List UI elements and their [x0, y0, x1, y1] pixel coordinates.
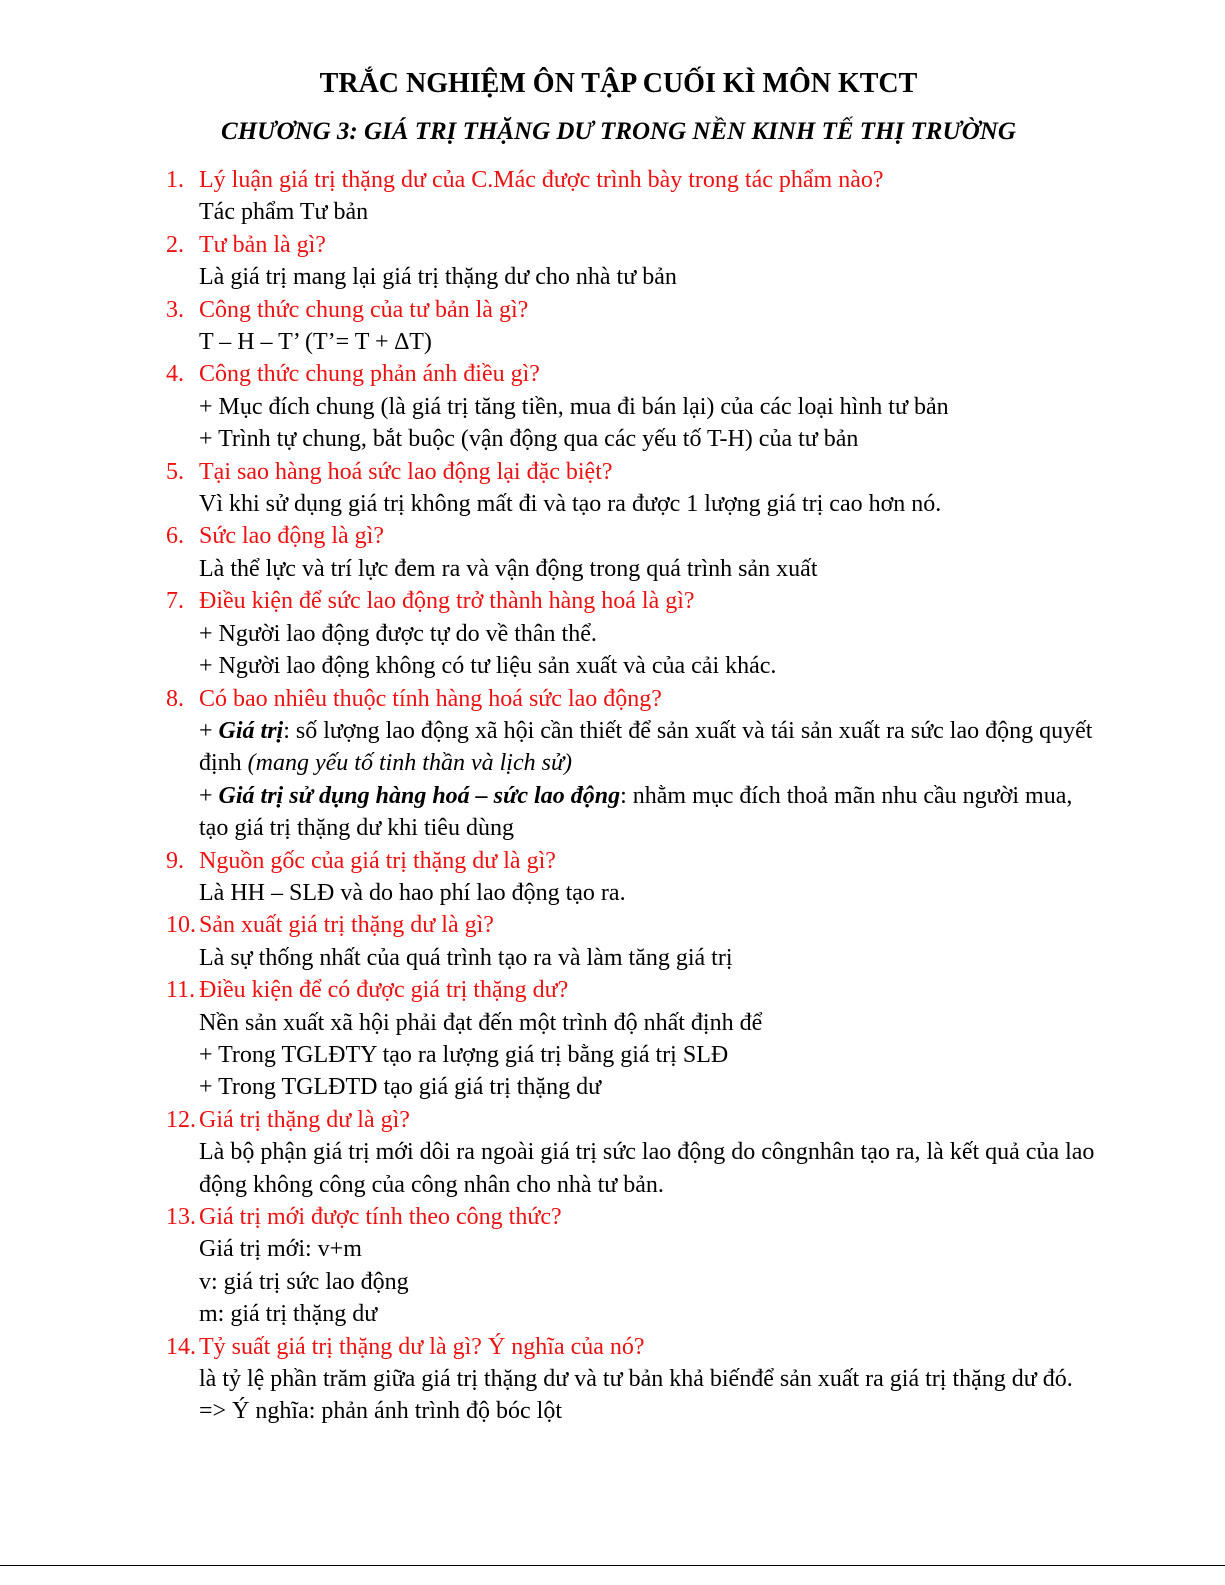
answer-line: + Mục đích chung (là giá trị tăng tiền, mua đi bán lại) của các loại hình tư bản	[199, 393, 949, 420]
list-item	[166, 683, 1106, 845]
answer-line: Nền sản xuất xã hội phải đạt đến một trình độ nhất định để	[199, 1009, 763, 1036]
question	[166, 164, 1106, 196]
question	[166, 229, 1106, 261]
italic-note: (mang yếu tố tinh thần và lịch sử)	[247, 750, 573, 777]
question	[166, 294, 1106, 326]
chapter-subtitle: CHƯƠNG 3: GIÁ TRỊ THẶNG DƯ TRONG NỀN KINH TẾ THỊ TRƯỜNG	[221, 118, 1016, 145]
answer-line: => Ý nghĩa: phản ánh trình độ bóc lột	[199, 1398, 563, 1425]
question	[166, 1201, 1106, 1233]
list-item	[166, 520, 1106, 585]
question-number: 9.	[166, 847, 184, 874]
question	[166, 585, 1106, 617]
answer	[166, 326, 1106, 358]
answer-line: Là giá trị mang lại giá trị thặng dư cho nhà tư bản	[199, 264, 677, 291]
list-item	[166, 1104, 1106, 1201]
answer-line: + Người lao động được tự do về thân thể.	[199, 620, 597, 647]
question-list	[166, 164, 1106, 1428]
answer-line: + Trong TGLĐTD tạo giá giá trị thặng dư	[199, 1074, 602, 1101]
list-item	[166, 1201, 1106, 1331]
answer-line: m: giá trị thặng dư	[199, 1301, 378, 1328]
document-title: TRẮC NGHIỆM ÔN TẬP CUỐI KÌ MÔN KTCT	[319, 68, 918, 99]
answer-line: T – H – T’ (T’= T + ∆T)	[199, 329, 432, 356]
answer-line: v: giá trị sức lao động	[199, 1268, 409, 1295]
question	[166, 845, 1106, 877]
list-item	[166, 974, 1106, 1104]
question-text: Sức lao động là gì?	[199, 523, 384, 550]
question-text: Công thức chung phản ánh điều gì?	[199, 361, 540, 388]
question	[166, 1104, 1106, 1136]
question-text: Giá trị thặng dư là gì?	[199, 1106, 410, 1133]
question	[166, 909, 1106, 941]
question-number: 1.	[166, 167, 184, 193]
list-item	[166, 585, 1106, 682]
answer	[166, 553, 1106, 585]
list-item	[166, 164, 1106, 229]
question-number: 8.	[166, 685, 184, 712]
answer	[166, 1233, 1106, 1330]
emphasis-term: Giá trị sử dụng hàng hoá – sức lao động	[218, 782, 621, 809]
question-number: 2.	[166, 231, 184, 258]
question-number: 5.	[166, 458, 184, 485]
answer	[166, 877, 1106, 909]
question-number: 12.	[166, 1106, 196, 1133]
question-number: 10.	[166, 912, 196, 939]
bullet-prefix: +	[199, 717, 219, 744]
question-number: 4.	[166, 361, 184, 388]
list-item	[166, 229, 1106, 294]
question-text: Tại sao hàng hoá sức lao động lại đặc biệt?	[199, 458, 613, 485]
answer	[166, 391, 1106, 456]
list-item	[166, 358, 1106, 455]
answer-line: Là bộ phận giá trị mới dôi ra ngoài giá trị sức lao động do côngnhân tạo ra, là kết quả của lao động không công của công nhân cho nhà tư bản.	[199, 1139, 1095, 1198]
question	[166, 1331, 1106, 1363]
answer-text: : nhằm mục đích thoả mãn nhu cầu người mua, tạo giá trị thặng dư khi tiêu dùng	[199, 782, 1073, 842]
question-text: Tư bản là gì?	[199, 231, 326, 258]
answer-line: Tác phẩm Tư bản	[199, 199, 369, 226]
answer-line: Là sự thống nhất của quá trình tạo ra và làm tăng giá trị	[199, 944, 733, 971]
question	[166, 358, 1106, 390]
list-item	[166, 909, 1106, 974]
answer-line: Là HH – SLĐ và do hao phí lao động tạo ra.	[199, 879, 626, 906]
answer	[166, 488, 1106, 520]
answer	[166, 715, 1106, 845]
question-text: Lý luận giá trị thặng dư của C.Mác được trình bày trong tác phẩm nào?	[199, 167, 884, 193]
question-number: 14.	[166, 1333, 196, 1360]
question-text: Giá trị mới được tính theo công thức?	[199, 1204, 562, 1230]
question-text: Sản xuất giá trị thặng dư là gì?	[199, 912, 494, 939]
list-item	[166, 845, 1106, 910]
list-item	[166, 294, 1106, 359]
emphasis-term: Giá trị	[218, 717, 284, 744]
answer-line: + Người lao động không có tư liệu sản xuất và của cải khác.	[199, 653, 777, 680]
answer-line: Là thể lực và trí lực đem ra và vận động trong quá trình sản xuất	[199, 555, 818, 582]
answer	[166, 1007, 1106, 1104]
question-text: Có bao nhiêu thuộc tính hàng hoá sức lao động?	[199, 685, 662, 712]
question-text: Điều kiện để có được giá trị thặng dư?	[199, 977, 569, 1004]
question-number: 7.	[166, 588, 184, 615]
question	[166, 683, 1106, 715]
answer	[166, 196, 1106, 228]
answer	[166, 942, 1106, 974]
question-number: 11.	[166, 977, 196, 1004]
question	[166, 974, 1106, 1006]
answer	[166, 618, 1106, 683]
question-text: Tỷ suất giá trị thặng dư là gì? Ý nghĩa của nó?	[199, 1333, 645, 1360]
list-item	[166, 1331, 1106, 1428]
question	[166, 456, 1106, 488]
question-number: 13.	[166, 1204, 196, 1230]
answer	[166, 1136, 1106, 1201]
question-number: 6.	[166, 523, 184, 550]
answer-line: Vì khi sử dụng giá trị không mất đi và tạo ra được 1 lượng giá trị cao hơn nó.	[199, 491, 942, 518]
question-number: 3.	[166, 296, 184, 323]
answer-line: + Trong TGLĐTY tạo ra lượng giá trị bằng giá trị SLĐ	[199, 1041, 729, 1068]
answer-line: + Trình tự chung, bắt buộc (vận động qua các yếu tố T-H) của tư bản	[199, 426, 859, 453]
answer	[166, 261, 1106, 293]
question-text: Nguồn gốc của giá trị thặng dư là gì?	[199, 847, 556, 874]
answer-paragraph	[199, 715, 1106, 780]
question-text: Điều kiện để sức lao động trở thành hàng hoá là gì?	[199, 588, 695, 615]
answer-text: : số lượng lao động xã hội cần thiết để sản xuất và tái sản xuất ra sức lao động quyết định	[199, 717, 1093, 777]
question	[166, 520, 1106, 552]
answer-paragraph	[199, 780, 1106, 845]
bullet-prefix: +	[199, 782, 219, 809]
answer	[166, 1363, 1106, 1428]
list-item	[166, 456, 1106, 521]
answer-line: Giá trị mới: v+m	[199, 1236, 362, 1263]
page-bottom-rule	[0, 1565, 1225, 1566]
answer-line: là tỷ lệ phần trăm giữa giá trị thặng dư và tư bản khả biếnđể sản xuất ra giá trị thặng dư đó.	[199, 1366, 1073, 1393]
question-text: Công thức chung của tư bản là gì?	[199, 296, 529, 323]
